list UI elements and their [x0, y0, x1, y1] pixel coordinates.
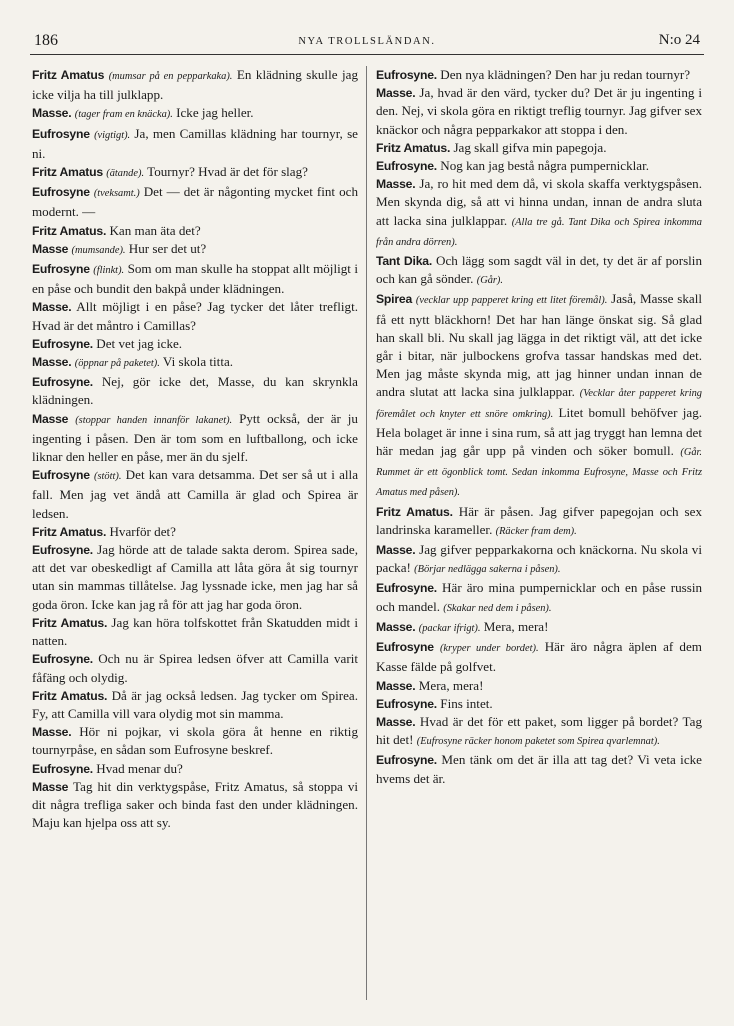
stage-direction: (stoppar handen innanför lakanet).	[75, 414, 233, 426]
dialogue-text: Jaså, Masse skall få ett nytt bläckhorn! Det har han länge önskat sig. Så glad han skall bli. Nu skall jag lägga in det riktigt väl, att det icke går i bitar, när julbockens grofva tassar handskas med det. Men jag måste skynda mig, att jag hinner undan innan de andra slutat att lacka sina julklappar.	[376, 291, 702, 400]
stage-direction: (Går. Rummet är ett ögonblick tomt. Sedan inkomma Eufrosyne, Masse och Fritz Amatus med påsen).	[376, 447, 703, 499]
dialogue-line	[32, 222, 358, 240]
speaker-name: Fritz Amatus	[32, 165, 103, 180]
dialogue-text: Ja, hvad är den värd, tycker du? Det är ju ingenting i den. Nej, vi skola göra en riktigt treflig tournyr. Jag gifver sex knäckor och några pepparkakor att stoppa i den.	[376, 85, 702, 137]
speaker-name: Eufrosyne.	[32, 652, 93, 667]
dialogue-text: Jag gifver pepparkakorna och knäckorna. Nu skola vi packa!	[376, 542, 702, 576]
dialogue-text: Och nu är Spirea ledsen öfver att Camilla varit fåfäng och olydig.	[32, 651, 358, 685]
dialogue-text: Fins intet.	[440, 695, 493, 711]
dialogue-text: Hvarför det?	[109, 523, 176, 539]
dialogue-line	[32, 260, 358, 298]
dialogue-text: Jag kan höra tolfskottet från Skatudden midt i natten.	[32, 614, 358, 649]
speaker-name: Eufrosyne.	[376, 581, 437, 596]
dialogue-text: Det vet jag icke.	[96, 335, 183, 351]
speaker-name: Eufrosyne.	[376, 68, 437, 82]
running-title: NYA TROLLSLÄNDAN.	[298, 36, 436, 47]
dialogue-text: Nog kan jag bestå några pumpernicklar.	[440, 158, 649, 174]
dialogue-line	[376, 175, 702, 252]
stage-direction: (vigtigt).	[94, 129, 131, 141]
dialogue-line	[376, 541, 702, 579]
issue-number: N:o 24	[658, 32, 700, 48]
dialogue-line	[32, 335, 358, 353]
dialogue-text: Kan man äta det?	[109, 222, 201, 238]
stage-direction: (Vecklar åter papperet kring föremålet och knyter ett snöre omkring).	[376, 388, 702, 420]
speaker-name: Fritz Amatus.	[32, 524, 107, 539]
dialogue-line	[376, 290, 702, 502]
stage-direction: (ätande).	[106, 168, 145, 180]
speaker-name: Masse.	[32, 355, 72, 370]
dialogue-text: Ja, men Camillas klädning har tournyr, se ni.	[32, 125, 358, 161]
dialogue-text: Mera, mera!	[418, 677, 484, 693]
right-column	[376, 66, 702, 788]
dialogue-line	[32, 183, 358, 221]
speaker-name: Eufrosyne.	[32, 336, 93, 351]
speaker-name: Masse.	[32, 725, 72, 740]
dialogue-line	[32, 410, 358, 467]
page-number: 186	[34, 32, 58, 49]
dialogue-line	[32, 760, 358, 778]
stage-direction: (vecklar upp papperet kring ett litet föremål).	[415, 295, 608, 307]
dialogue-text: Pytt också, der är ju ingenting i påsen. Den är tom som en luftballong, och icke liknar den heller en påse, mer än du sjelf.	[32, 410, 358, 465]
speaker-name: Fritz Amatus.	[376, 504, 453, 519]
stage-direction: (kryper under bordet).	[439, 643, 539, 655]
speaker-name: Eufrosyne	[32, 468, 90, 483]
speaker-name: Masse.	[376, 678, 416, 693]
dialogue-line	[376, 84, 702, 139]
speaker-name: Eufrosyne.	[32, 543, 93, 558]
stage-direction: (öppnar på paketet).	[74, 358, 160, 370]
dialogue-line	[376, 638, 702, 676]
dialogue-text: Hvad är det för ett paket, som ligger på bordet? Tag hit det!	[376, 713, 702, 748]
stage-direction: (Skakar ned dem i påsen).	[443, 602, 552, 614]
speaker-name: Masse	[32, 779, 69, 794]
dialogue-line	[376, 618, 702, 638]
speaker-name: Masse.	[376, 543, 416, 558]
speaker-name: Tant Dika.	[376, 254, 433, 269]
dialogue-line	[32, 614, 358, 650]
stage-direction: (stött).	[94, 471, 122, 483]
dialogue-line	[376, 713, 702, 751]
dialogue-line	[376, 66, 702, 84]
column-divider	[366, 66, 367, 1000]
dialogue-text: Litet bomull behöfver jag. Hela bolaget är inne i sina rum, så att jag tryggt han lemna det här medan jag går upp på vinden och söker bomull.	[376, 404, 703, 459]
dialogue-text: Det — det är någonting mycket fint och modernt. —	[32, 184, 358, 220]
dialogue-line	[32, 163, 358, 183]
speaker-name: Eufrosyne	[32, 185, 90, 200]
speaker-name: Eufrosyne	[32, 262, 90, 277]
dialogue-text: Här äro mina pumpernicklar och en påse russin och mandel.	[376, 580, 702, 614]
speaker-name: Masse.	[376, 86, 416, 101]
stage-direction: (Börjar nedlägga sakerna i påsen).	[414, 564, 561, 576]
speaker-name: Fritz Amatus.	[376, 140, 451, 155]
dialogue-line	[32, 66, 358, 104]
speaker-name: Masse.	[376, 619, 416, 634]
dialogue-text: Tournyr? Hvad är det för slag?	[147, 164, 308, 180]
dialogue-text: Tag hit din verktygspåse, Fritz Amatus, så stoppa vi dit några trefliga saker och binda fast den under klädningen. Maju kan hjelpa oss att sy.	[32, 778, 359, 831]
speaker-name: Eufrosyne	[376, 640, 434, 655]
dialogue-line	[32, 298, 358, 334]
dialogue-line	[32, 353, 358, 373]
dialogue-text: Mera, mera!	[483, 618, 549, 634]
dialogue-text: Ja, ro hit med dem då, vi skola skaffa verktygspåsen. Men skynda dig, så att vi hinna undan, innan de andra sluta att lacka sina julklappar.	[376, 176, 702, 228]
left-column	[32, 66, 358, 832]
speaker-name: Masse.	[376, 177, 416, 192]
speaker-name: Fritz Amatus.	[32, 615, 108, 630]
dialogue-text: Den nya klädningen? Den har ju redan tournyr?	[440, 67, 691, 82]
stage-direction: (packar ifrigt).	[418, 622, 481, 634]
speaker-name: Eufrosyne	[32, 126, 90, 141]
dialogue-text: Här är påsen. Jag gifver papegojan och sex landrinska karameller.	[376, 503, 702, 537]
dialogue-line	[32, 373, 358, 409]
dialogue-line	[32, 125, 358, 163]
dialogue-line	[376, 579, 702, 617]
speaker-name: Spirea	[376, 292, 413, 307]
dialogue-text: Då är jag också ledsen. Jag tycker om Spirea. Fy, att Camilla vill vara olydig mot sin mamma.	[32, 687, 358, 721]
dialogue-text: Vi skola titta.	[162, 354, 234, 370]
dialogue-line	[32, 687, 358, 723]
stage-direction: (flinkt).	[93, 265, 125, 277]
stage-direction: (Eufrosyne räcker honom paketet som Spirea qvarlemnat).	[416, 736, 660, 748]
dialogue-line	[32, 723, 358, 759]
dialogue-text: Icke jag heller.	[176, 105, 254, 121]
dialogue-text: Hur ser det ut?	[128, 240, 207, 256]
dialogue-text: En klädning skulle jag icke vilja ha till julklapp.	[32, 67, 359, 103]
dialogue-line	[32, 240, 358, 260]
stage-direction: (tager fram en knäcka).	[74, 109, 173, 121]
dialogue-text: Och lägg som sagdt väl in det, ty det är af porslin och kan gå sönder.	[376, 253, 702, 287]
dialogue-line	[32, 104, 358, 124]
stage-direction: (mumsande).	[71, 244, 126, 256]
dialogue-line	[376, 503, 702, 541]
speaker-name: Masse.	[32, 300, 72, 315]
stage-direction: (Räcker fram dem).	[495, 525, 577, 537]
speaker-name: Eufrosyne.	[32, 761, 93, 776]
speaker-name: Eufrosyne.	[376, 753, 437, 768]
speaker-name: Fritz Amatus.	[32, 688, 108, 703]
dialogue-line	[32, 650, 358, 686]
dialogue-line	[376, 677, 702, 695]
speaker-name: Masse.	[32, 106, 72, 121]
stage-direction: (Går).	[476, 275, 503, 287]
dialogue-line	[32, 778, 358, 833]
dialogue-text: Allt möjligt i en påse? Jag tycker det låter trefligt. Hvad är det måntro i Camillas?	[32, 299, 358, 333]
stage-direction: (tveksamt.)	[93, 188, 140, 200]
speaker-name: Fritz Amatus.	[32, 223, 107, 238]
dialogue-text: Som om man skulle ha stoppat allt möjligt i en påse och bundit den bakpå under klädningen.	[32, 261, 358, 297]
dialogue-line	[32, 541, 358, 614]
dialogue-line	[32, 523, 358, 541]
dialogue-text: Hvad menar du?	[96, 760, 183, 776]
dialogue-line	[32, 466, 358, 523]
dialogue-text: Hör ni pojkar, vi skola göra åt henne en riktig tournyrpåse, en sådan som Eufrosyne beskref.	[32, 724, 358, 758]
dialogue-text: Jag skall gifva min papegoja.	[453, 139, 607, 155]
dialogue-text: Det kan vara detsamma. Det ser så ut i alla fall. Men jag vet ändå att Camilla är glad och Spirea är ledsen.	[32, 467, 359, 521]
dialogue-text: Men tänk om det är illa att tag det? Vi veta icke hvems det är.	[376, 752, 702, 786]
speaker-name: Masse	[32, 241, 69, 256]
dialogue-line	[376, 751, 702, 787]
dialogue-text: Nej, gör icke det, Masse, du kan skrynkla klädningen.	[32, 374, 358, 408]
dialogue-text: Jag hörde att de talade sakta derom. Spirea sade, att det var obeskedligt af Camilla att låta göra åt sig tournyr utan sin mammas tillåtelse. Jag lyssnade icke, men jag har så goda öron. Icke kan jag rå för att jag har goda öron.	[32, 542, 358, 612]
speaker-name: Eufrosyne.	[376, 696, 437, 711]
speaker-name: Masse.	[376, 714, 416, 729]
speaker-name: Eufrosyne.	[32, 375, 93, 390]
dialogue-line	[376, 157, 702, 175]
speaker-name: Fritz Amatus	[32, 68, 105, 82]
dialogue-text: Här äro några äplen af dem Kasse fälde på golfvet.	[376, 639, 702, 675]
dialogue-line	[376, 695, 702, 713]
stage-direction: (Alla tre gå. Tant Dika och Spirea inkomma från andra dörren).	[376, 216, 702, 248]
stage-direction: (mumsar på en pepparkaka).	[108, 71, 233, 82]
speaker-name: Masse	[32, 411, 69, 426]
dialogue-line	[376, 139, 702, 157]
page-header	[30, 30, 704, 55]
speaker-name: Eufrosyne.	[376, 159, 437, 174]
dialogue-line	[376, 252, 702, 290]
